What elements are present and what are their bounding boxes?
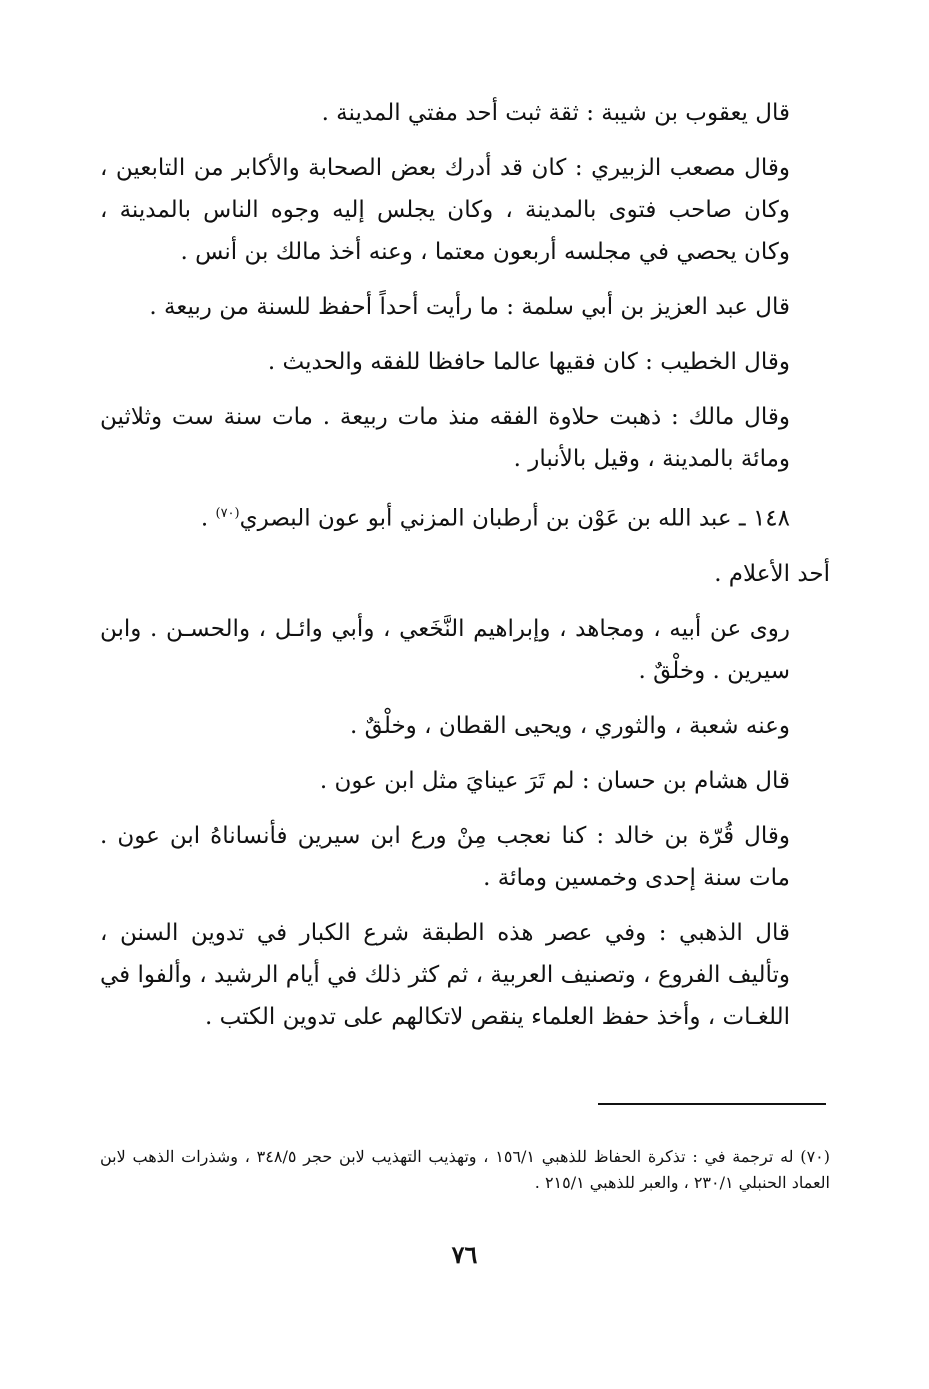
main-text	[100, 92, 830, 1051]
paragraph-narrated-from: روى عن أبيه ، ومجاهد ، وإبراهيم النَّخَعي ، وأبي وائـل ، والحسـن . وابن سيرين . وخلْقٌ .	[100, 615, 790, 684]
entry-heading	[100, 493, 830, 540]
page-number: ٧٦	[451, 1240, 478, 1269]
paragraph-narrators: وعنه شعبة ، والثوري ، ويحيى القطان ، وخلْقٌ .	[350, 712, 790, 739]
paragraph-yaqub: قال يعقوب بن شيبة : ثقة ثبت أحد مفتي المدينة .	[321, 100, 790, 126]
entry-heading-text: ١٤٨ ـ عبد الله بن عَوْن بن أرطبان المزني أبو عون البصري	[239, 505, 790, 532]
paragraph-hisham: قال هشام بن حسان : لم تَرَ عينايَ مثل ابن عون .	[319, 767, 790, 794]
entry-heading-end: .	[200, 505, 216, 532]
paragraph-khatib: وقال الخطيب : كان فقيها عالما حافظا للفقه والحديث .	[267, 349, 790, 375]
paragraph-malik: وقال مالك : ذهبت حلاوة الفقه منذ مات ربيعة . مات سنة ست وثلاثين ومائة بالمدينة ، وقيل بالأنبار .	[100, 404, 790, 472]
paragraph-qurra: وقال قُرّة بن خالد : كنا نعجب مِنْ ورع ابن سيرين فأنساناهُ ابن عون . مات سنة إحدى وخمسين ومائة .	[100, 822, 790, 891]
entry-subtitle: أحد الأعلام .	[714, 560, 830, 587]
paragraph-musab: وقال مصعب الزبيري : كان قد أدرك بعض الصحابة والأكابر من التابعين ، وكان صاحب فتوى بالمدينة ، وكان يجلس إليه وجوه الناس بالمدينة ، وكان يحصي في مجلسه أربعون معتما ، وعنه أخذ مالك بن أنس .	[100, 155, 790, 265]
footnote-text: (٧٠) له ترجمة في : تذكرة الحفاظ للذهبي ١٥٦/١ ، وتهذيب التهذيب لابن حجر ٣٤٨/٥ ، وشذرات الذهب لابن العماد الحنبلي ٢٣٠/١ ، والعبر للذهبي ٢١٥/١ .	[100, 1147, 830, 1192]
paragraph-abdulaziz: قال عبد العزيز بن أبي سلمة : ما رأيت أحداً أحفظ للسنة من ربيعة .	[149, 294, 790, 320]
footnote-reference: (٧٠)	[215, 506, 240, 521]
footnote-divider	[598, 1103, 826, 1105]
paragraph-dhahabi: قال الذهبي : وفي عصر هذه الطبقة شرع الكبار في تدوين السنن ، وتأليف الفروع ، وتصنيف العربية ، ثم كثر ذلك في أيام الرشيد ، وألفوا في اللغـات ، وأخذ حفظ العلماء ينقص لاتكالهم على تدوين الكتب .	[100, 919, 790, 1030]
